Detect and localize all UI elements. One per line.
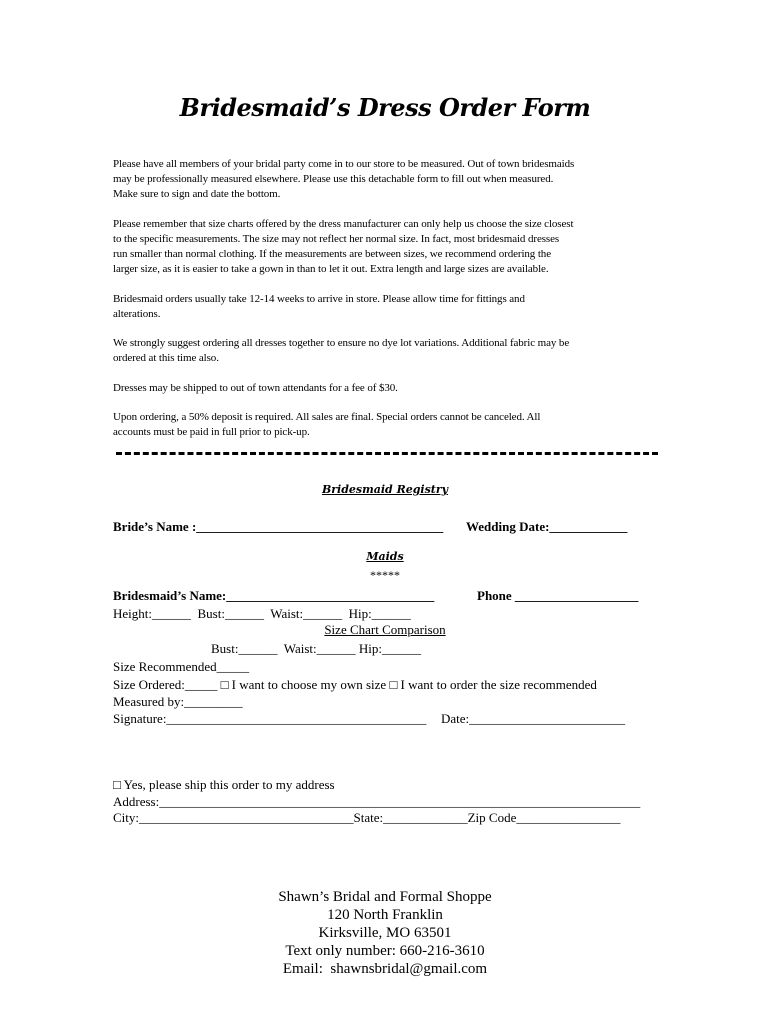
intro-paragraph-deposit	[113, 410, 661, 440]
intro-text: Please remember that size charts offered by the dress manufacturer can only help us choose the size closest to the specific measurements. The size may not reflect her normal size. In fact, most bridesmaid dresses run smaller than normal clothing. If the measurements are between sizes, we recommend ordering the larger size, as it is easier to take a gown in than to let it out. Extra length and large sizes are available.	[113, 218, 574, 275]
size-chart-heading: Size Chart Comparison	[324, 622, 446, 637]
intro-paragraph-timing	[113, 292, 661, 322]
registry-heading: Bridesmaid Registry	[321, 483, 449, 496]
intro-text: Upon ordering, a 50% deposit is required. All sales are final. Special orders cannot be canceled. All accounts must be paid in full prior to pick-up.	[113, 411, 541, 438]
city-state-zip-field[interactable]: City:_________________________________State:_____________Zip Code________________	[113, 810, 621, 825]
signature-field[interactable]: Signature:________________________________________	[113, 711, 427, 726]
wedding-date-field[interactable]: Wedding Date:____________	[466, 519, 628, 534]
intro-text: Dresses may be shipped to out of town attendants for a fee of $30.	[113, 382, 398, 394]
intro-paragraph-size-charts	[113, 217, 661, 277]
intro-paragraph-shipping-fee	[113, 381, 661, 396]
intro-text: Bridesmaid orders usually take 12-14 weeks to arrive in store. Please allow time for fittings and alterations.	[113, 293, 525, 320]
form-title: Bridesmaid’s Dress Order Form	[179, 93, 591, 122]
store-email: Email: shawnsbridal@gmail.com	[282, 961, 488, 977]
brides-name-field[interactable]: Bride’s Name :______________________________________	[113, 519, 444, 534]
ship-to-address-checkbox[interactable]: □ Yes, please ship this order to my address	[113, 777, 335, 792]
size-chart-measurements[interactable]: Bust:______ Waist:______ Hip:______	[211, 641, 421, 656]
date-field[interactable]: Date:________________________	[441, 711, 626, 726]
measurements-line[interactable]: Height:______ Bust:______ Waist:______ Hip:______	[113, 606, 411, 621]
store-name: Shawn’s Bridal and Formal Shoppe	[278, 889, 492, 905]
size-ordered-options[interactable]: Size Ordered:_____ □ I want to choose my own size □ I want to order the size recommended	[113, 677, 597, 692]
phone-field[interactable]: Phone ___________________	[477, 588, 639, 603]
intro-text: We strongly suggest ordering all dresses together to ensure no dye lot variations. Additional fabric may be ordered at this time also.	[113, 337, 570, 364]
maids-heading: Maids	[366, 550, 404, 563]
maids-stars: *****	[370, 568, 400, 582]
intro-paragraph-dye-lot	[113, 336, 661, 366]
bridesmaid-name-field[interactable]: Bridesmaid’s Name:________________________________	[113, 588, 435, 603]
measured-by-field[interactable]: Measured by:_________	[113, 694, 243, 709]
intro-text: Please have all members of your bridal party come in to our store to be measured. Out of town bridesmaids may be professionally measured elsewhere. Please use this detachable form to fill out when measured. Make sure to sign and date the bottom.	[113, 158, 575, 200]
store-city: Kirksville, MO 63501	[318, 925, 452, 941]
store-text-number: Text only number: 660-216-3610	[285, 943, 485, 959]
store-contact-block	[0, 888, 770, 978]
address-field[interactable]: Address:__________________________________________________________________________	[113, 794, 641, 809]
store-street: 120 North Franklin	[327, 907, 443, 923]
intro-paragraph-measuring	[113, 157, 661, 202]
detach-line	[116, 452, 658, 455]
size-recommended-field[interactable]: Size Recommended_____	[113, 659, 250, 674]
